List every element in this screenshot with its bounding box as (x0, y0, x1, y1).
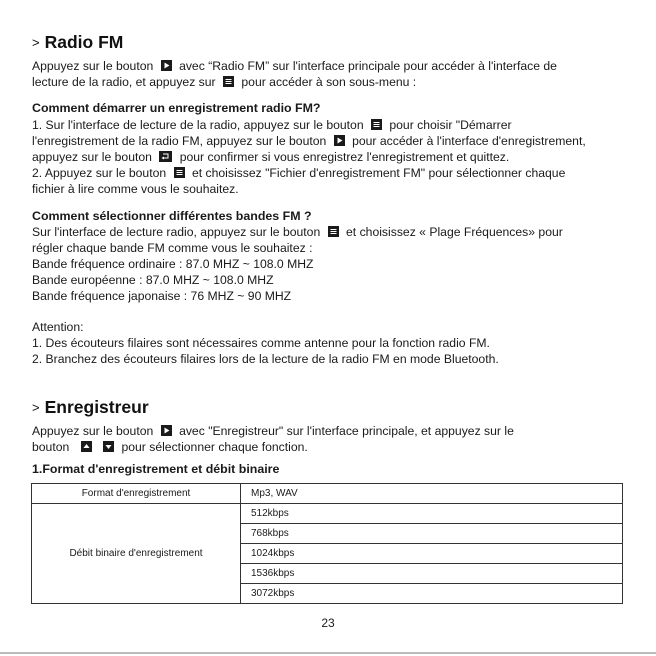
play-icon (161, 60, 172, 71)
table-cell-bitrate: 512kbps (241, 504, 623, 524)
chevron-right-icon: > (32, 400, 40, 415)
question-title-recording: Comment démarrer un enregistrement radio FM? (32, 101, 321, 115)
radio-intro-line-2 (32, 74, 416, 90)
play-icon (334, 135, 345, 146)
table-cell-bitrate: 3072kbps (241, 584, 623, 604)
table-cell-bitrate: 1536kbps (241, 564, 623, 584)
text: et choisissez "Fichier d'enregistrement FM" pour sélectionner chaque (191, 166, 566, 180)
text: l'enregistrement de la radio FM, appuyez sur le bouton (32, 134, 327, 148)
attention-item-2: 2. Branchez des écouteurs filaires lors de la lecture de la radio FM en mode Bluetooth. (32, 352, 499, 366)
chevron-right-icon: > (32, 35, 40, 50)
menu-icon (174, 167, 185, 178)
text: pour accéder à l'interface d'enregistrement, (352, 134, 586, 148)
section-title-recorder (32, 397, 149, 418)
menu-icon (223, 76, 234, 87)
question-title-bands: Comment sélectionner différentes bandes FM ? (32, 209, 312, 223)
text: pour sélectionner chaque fonction. (121, 440, 308, 454)
q1-line-4 (32, 165, 565, 181)
text: 1. Sur l'interface de lecture de la radio, appuyez sur le bouton (32, 118, 364, 132)
play-icon (161, 425, 172, 436)
section-title-radio (32, 32, 123, 53)
menu-icon (371, 119, 382, 130)
text: avec "Enregistreur" sur l'interface principale, et appuyez sur le (179, 424, 514, 438)
text: bouton (32, 440, 70, 454)
text: et choisissez « Plage Fréquences» pour (346, 225, 563, 239)
table-row (32, 504, 623, 524)
section-title-text: Enregistreur (44, 397, 149, 417)
menu-icon (328, 226, 339, 237)
back-icon (159, 151, 172, 162)
table-cell-bitrate: 768kbps (241, 524, 623, 544)
up-icon (81, 441, 92, 452)
attention-label: Attention: (32, 320, 84, 334)
band-japanese: Bande fréquence japonaise : 76 MHZ ~ 90 MHZ (32, 289, 292, 303)
band-ordinary: Bande fréquence ordinaire : 87.0 MHZ ~ 108.0 MHZ (32, 257, 314, 271)
q1-line-2 (32, 133, 586, 149)
recorder-line-1 (32, 423, 514, 439)
text: pour accéder à son sous-menu : (241, 75, 417, 89)
q1-line-3 (32, 149, 509, 165)
attention-item-1: 1. Des écouteurs filaires sont nécessaires comme antenne pour la fonction radio FM. (32, 336, 490, 350)
text: Appuyez sur le bouton (32, 59, 154, 73)
format-bitrate-table (31, 483, 623, 604)
text: pour choisir "Démarrer (389, 118, 512, 132)
text: Sur l'interface de lecture radio, appuyez sur le bouton (32, 225, 321, 239)
recorder-line-2 (32, 439, 308, 455)
q2-line-2: régler chaque bande FM comme vous le souhaitez : (32, 241, 313, 255)
q1-line-5: fichier à lire comme vous le souhaitez. (32, 182, 239, 196)
table-row (32, 484, 623, 504)
section-title-text: Radio FM (44, 32, 124, 52)
text: avec “Radio FM” sur l'interface principale pour accéder à l'interface de (179, 59, 557, 73)
page-number: 23 (321, 616, 335, 630)
text: 2. Appuyez sur le bouton (32, 166, 167, 180)
text: lecture de la radio, et appuyez sur (32, 75, 216, 89)
text: pour confirmer si vous enregistrez l'enregistrement et quittez. (179, 150, 510, 164)
band-european: Bande européenne : 87.0 MHZ ~ 108.0 MHZ (32, 273, 274, 287)
q1-line-1 (32, 117, 512, 133)
recorder-subtitle: 1.Format d'enregistrement et débit binaire (32, 462, 280, 476)
table-cell-bitrate: 1024kbps (241, 544, 623, 564)
bottom-divider (0, 652, 656, 654)
table-cell-bitrate-label: Débit binaire d'enregistrement (32, 504, 241, 604)
text: appuyez sur le bouton (32, 150, 152, 164)
q2-line-1 (32, 224, 563, 240)
radio-intro-line-1 (32, 58, 557, 74)
table-cell-format-value: Mp3, WAV (241, 484, 623, 504)
table-cell-format-label: Format d'enregistrement (32, 484, 241, 504)
text: Appuyez sur le bouton (32, 424, 154, 438)
down-icon (103, 441, 114, 452)
